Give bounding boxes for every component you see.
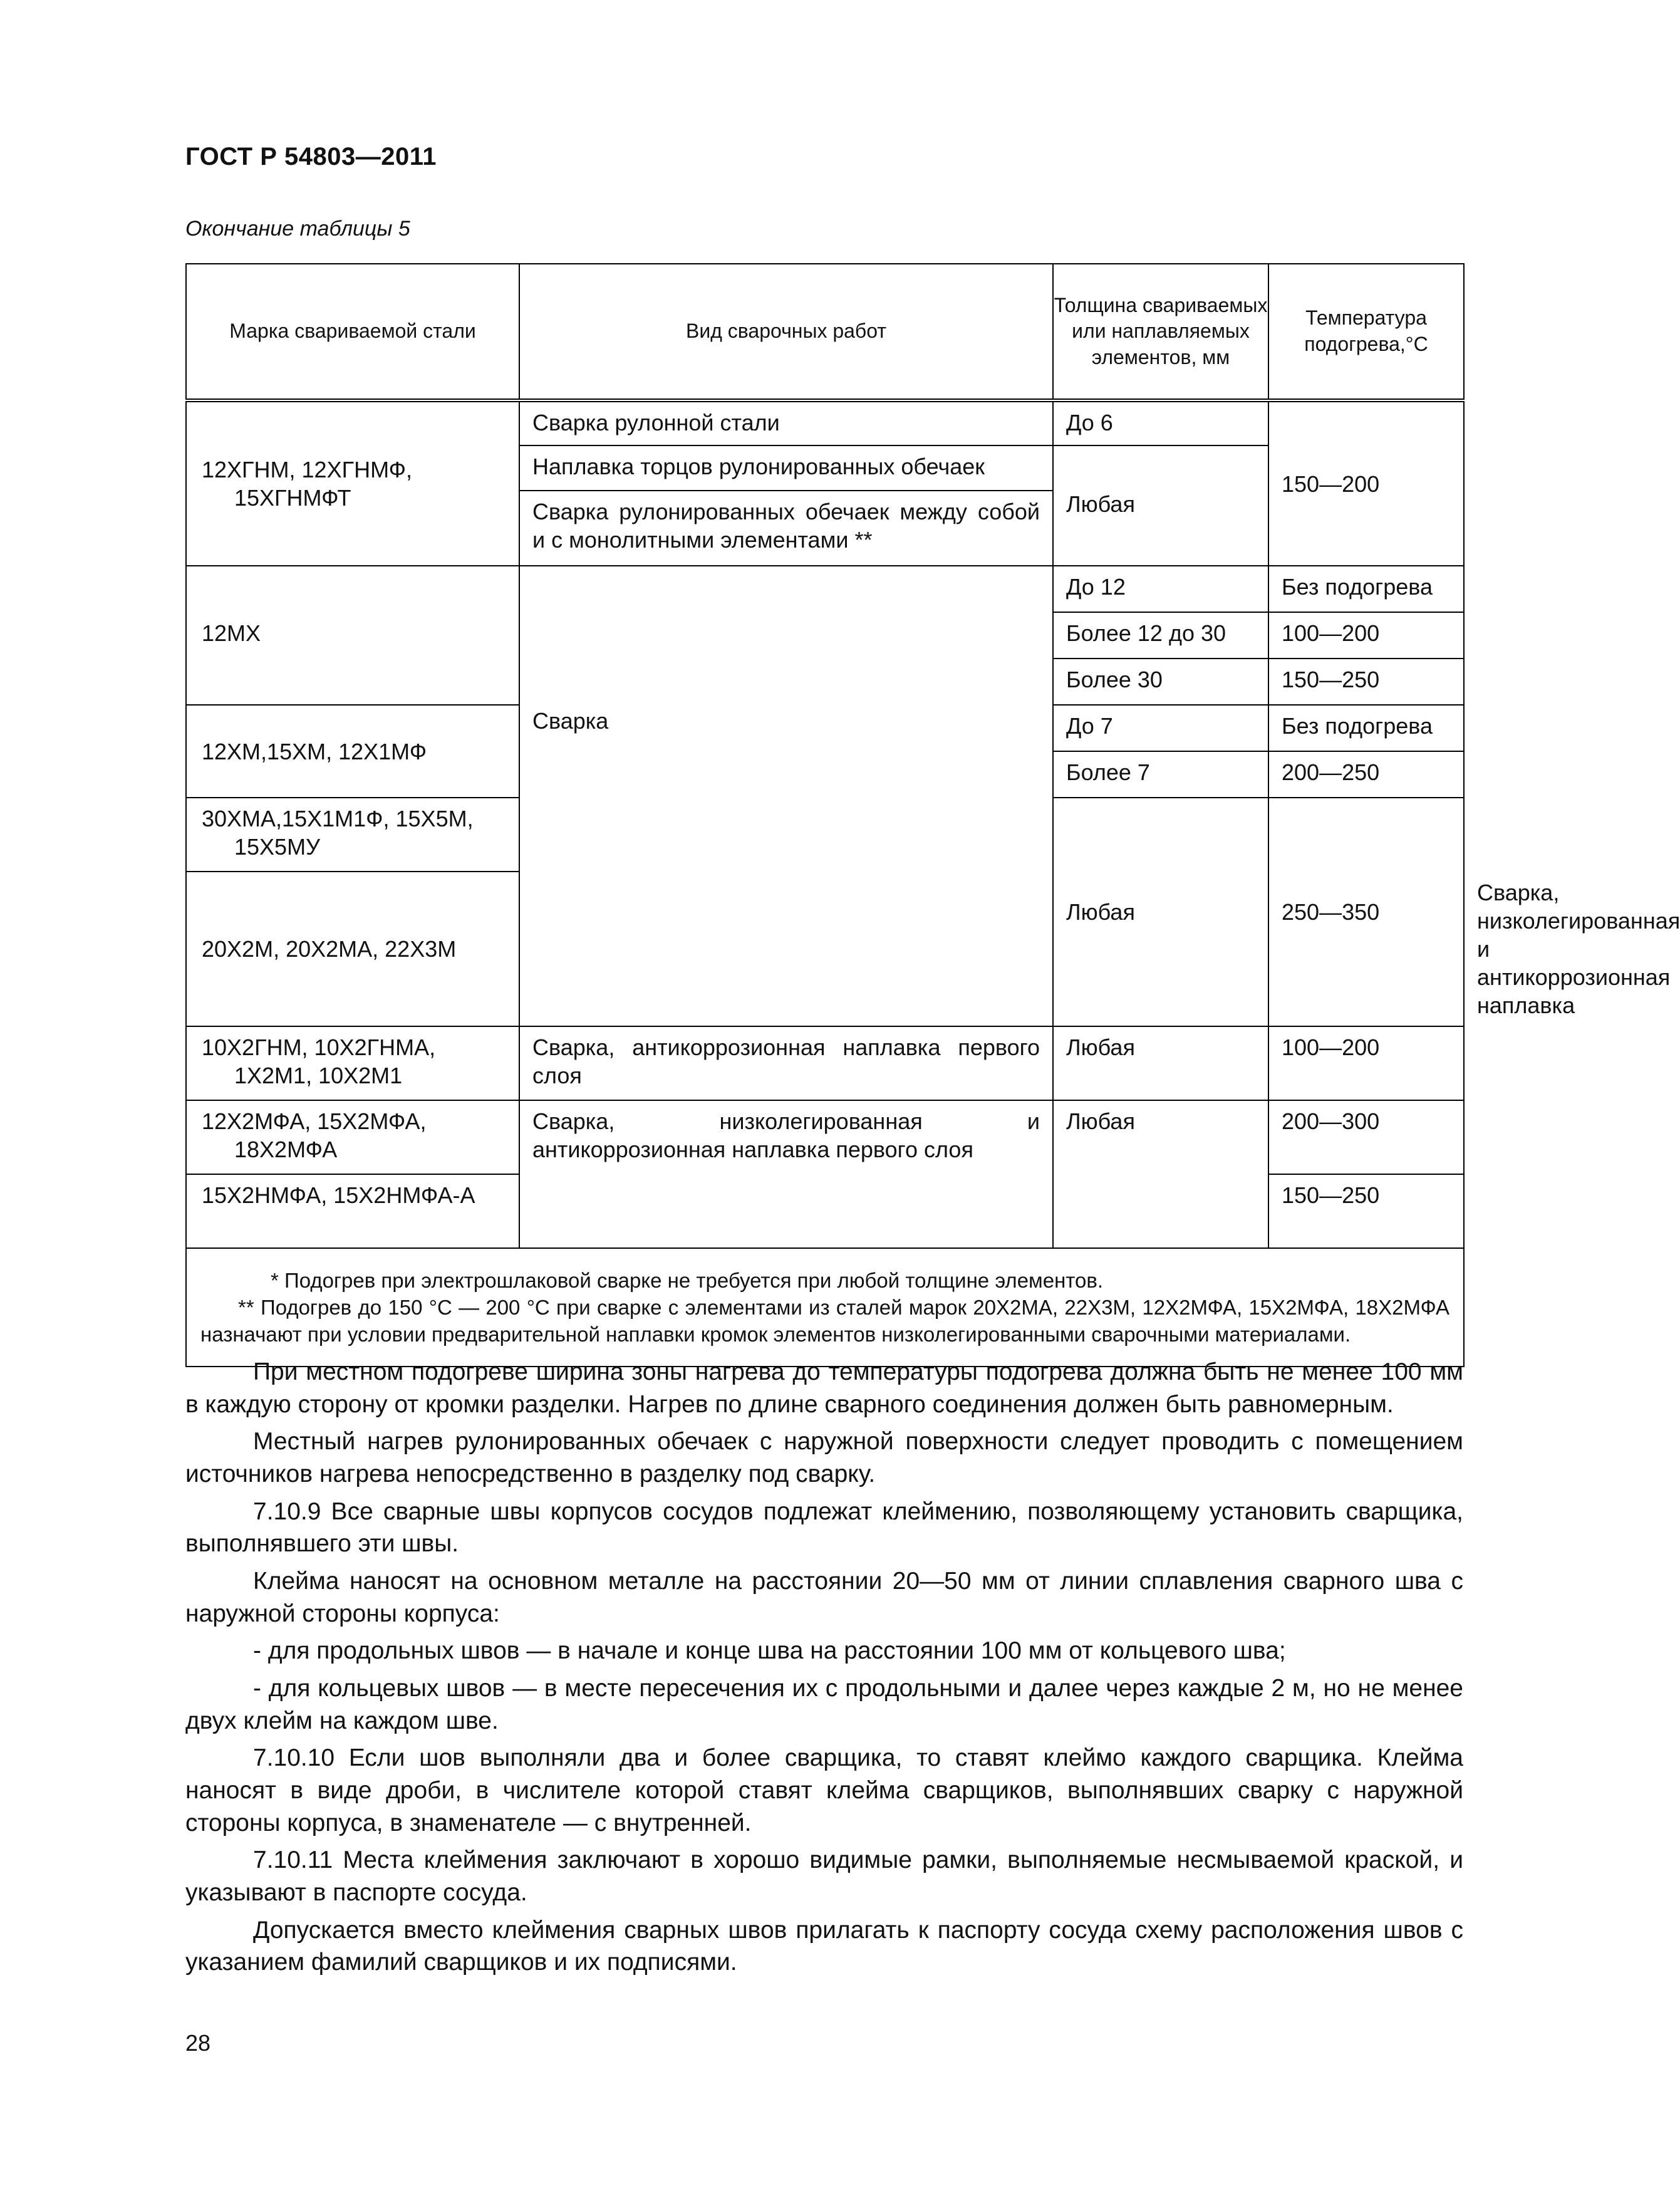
temperature-cell: 100—200 xyxy=(1268,1026,1464,1100)
paragraph: 7.10.10 Если шов выполняли два и более сварщика, то ставят клеймо каждого сварщика. Клейма наносят в виде дроби, в числителе которой ставят клейма сварщиков, выполнявших сварку с наружной стороны корпуса, в знаменателе — с внутренней. xyxy=(185,1744,1463,1836)
table-row xyxy=(186,1100,1464,1174)
thickness-cell: До 7 xyxy=(1053,705,1268,751)
temperature-cell: 150—250 xyxy=(1268,1174,1464,1248)
table-note-2: ** Подогрев до 150 °С — 200 °С при сварке с элементами из сталей марок 20Х2МА, 22Х3М, 12Х2МФА, 15Х2МФА, 18Х2МФА назначают при условии предварительной наплавки кромок элементов низколегированными сварочными материалами. xyxy=(200,1295,1449,1346)
table-notes-row xyxy=(186,1248,1464,1367)
header-temperature: Температура подогрева,°С xyxy=(1268,264,1464,400)
thickness-cell: Любая xyxy=(1053,798,1268,1026)
paragraph: 7.10.11 Места клеймения заключают в хорошо видимые рамки, выполняемые несмываемой краской, и указывают в паспорте сосуда. xyxy=(185,1846,1463,1907)
document-header: ГОСТ Р 54803—2011 xyxy=(185,143,437,170)
work-cell: Сварка рулонированных обечаек между собой и с монолитными элементами ** xyxy=(519,491,1053,566)
paragraph: Допускается вместо клеймения сварных швов прилагать к паспорту сосуда схему расположения швов с указанием фамилий сварщиков и их подписями. xyxy=(185,1916,1463,1976)
grade-cell: 12ХГНМ, 12ХГНМФ, 15ХГНМФТ xyxy=(186,400,519,566)
grade-cell: 12Х2МФА, 15Х2МФА, 18Х2МФА xyxy=(186,1100,519,1174)
thickness-cell: Более 30 xyxy=(1053,659,1268,705)
thickness-cell: Любая xyxy=(1053,1026,1268,1100)
table-caption: Окончание таблицы 5 xyxy=(185,217,410,241)
body-text xyxy=(185,1356,1463,1984)
header-work: Вид сварочных работ xyxy=(519,264,1053,400)
paragraph: При местном подогреве ширина зоны нагрева до температуры подогрева должна быть не менее 100 мм в каждую сторону от кромки разделки. Нагрев по длине сварного соединения должен быть равномерным. xyxy=(185,1358,1463,1418)
temperature-cell: 200—300 xyxy=(1268,1100,1464,1174)
table-row xyxy=(186,1026,1464,1100)
paragraph: - для продольных швов — в начале и конце шва на расстоянии 100 мм от кольцевого шва; xyxy=(253,1637,1286,1665)
header-grade: Марка свариваемой стали xyxy=(186,264,519,400)
temperature-cell: 100—200 xyxy=(1268,612,1464,659)
thickness-cell: Более 12 до 30 xyxy=(1053,612,1268,659)
paragraph: - для кольцевых швов — в месте пересечения их с продольными и далее через каждые 2 м, но не менее двух клейм на каждом шве. xyxy=(185,1675,1463,1734)
table-row xyxy=(186,400,1464,445)
grade-cell: 30ХМА,15Х1М1Ф, 15Х5М, 15Х5МУ xyxy=(186,798,519,872)
paragraph: 7.10.9 Все сварные швы корпусов сосудов подлежат клеймению, позволяющему установить сварщика, выполнявшего эти швы. xyxy=(185,1497,1463,1558)
work-cell: Сварка, антикоррозионная наплавка первого слоя xyxy=(519,1026,1053,1100)
grade-cell: 10Х2ГНМ, 10Х2ГНМА, 1Х2М1, 10Х2М1 xyxy=(186,1026,519,1100)
grade-cell: 12МХ xyxy=(186,566,519,705)
thickness-cell: Любая xyxy=(1053,445,1268,566)
work-cell: Сварка рулонной стали xyxy=(519,400,1053,445)
table-row: 20Х2М, 20Х2МА, 22Х3М Сварка, низколегированная и антикоррозионная наплавка xyxy=(186,872,1464,1026)
paragraph: Клейма наносят на основном металле на расстоянии 20—50 мм от линии сплавления сварного шва с наружной стороны корпуса: xyxy=(185,1568,1463,1627)
table-note-1: * Подогрев при электрошлаковой сварке не требуется при любой толщине элементов. xyxy=(271,1269,1104,1292)
temperature-cell: 250—350 xyxy=(1268,798,1464,1026)
steel-preheating-table xyxy=(185,263,1680,1367)
table-notes xyxy=(186,1248,1464,1367)
temperature-cell: Без подогрева xyxy=(1268,705,1464,751)
work-cell: Сварка xyxy=(519,566,1053,1026)
work-cell: Наплавка торцов рулонированных обечаек xyxy=(519,445,1053,491)
thickness-cell: До 12 xyxy=(1053,566,1268,612)
grade-cell: 15Х2НМФА, 15Х2НМФА-А xyxy=(186,1174,519,1248)
temperature-cell: Без подогрева xyxy=(1268,566,1464,612)
work-cell: Сварка, низколегированная и антикоррозионная наплавка первого слоя xyxy=(519,1100,1053,1248)
grade-cell: 12ХМ,15ХМ, 12Х1МФ xyxy=(186,705,519,798)
thickness-cell: Любая xyxy=(1053,1100,1268,1248)
header-thickness: Толщина свариваемых или наплавляемых элементов, мм xyxy=(1053,264,1268,400)
page-number: 28 xyxy=(185,2030,211,2056)
thickness-cell: Более 7 xyxy=(1053,751,1268,798)
paragraph: Местный нагрев рулонированных обечаек с наружной поверхности следует проводить с помещением источников нагрева непосредственно в разделку под сварку. xyxy=(185,1428,1463,1488)
grade-cell: 20Х2М, 20Х2МА, 22Х3М xyxy=(186,872,519,1026)
temperature-cell: 150—200 xyxy=(1268,400,1464,566)
thickness-cell: До 6 xyxy=(1053,400,1268,445)
temperature-cell: 200—250 xyxy=(1268,751,1464,798)
table-header-row xyxy=(186,264,1464,400)
table-row xyxy=(186,566,1464,612)
temperature-cell: 150—250 xyxy=(1268,659,1464,705)
